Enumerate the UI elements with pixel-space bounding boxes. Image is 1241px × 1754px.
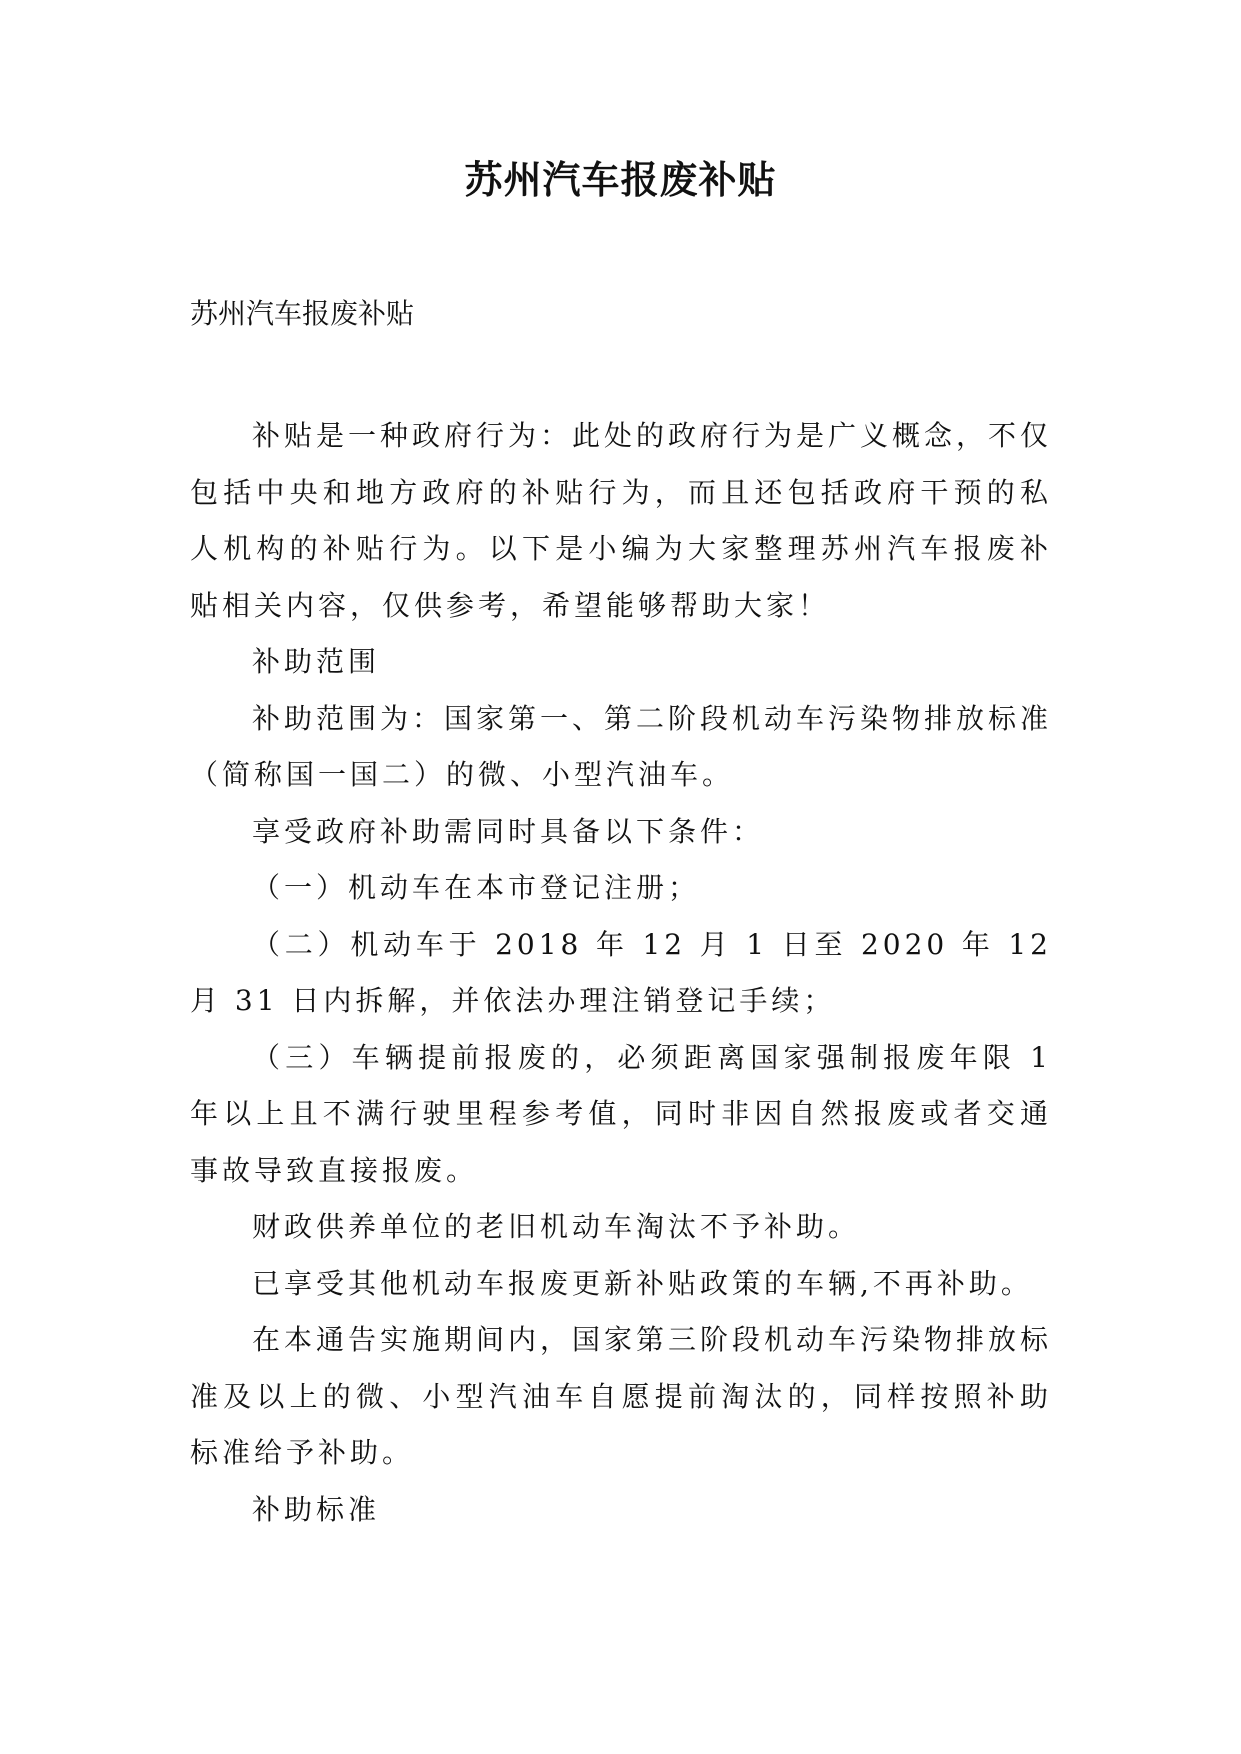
condition-item-1: （一）机动车在本市登记注册； [252,871,701,904]
paragraph-voluntary: 在本通告实施期间内，国家第三阶段机动车污染物排放标准及以上的微、小型汽油车自愿提前淘汰的，同样按照补助标准给予补助。 [190,1323,1053,1469]
paragraph-exclusion-1: 财政供养单位的老旧机动车淘汰不予补助。 [252,1210,861,1243]
paragraph-exclusion-2: 已享受其他机动车报废更新补贴政策的车辆,不再补助。 [252,1266,1033,1300]
section-heading-scope: 补助范围 [252,645,381,678]
section-heading-standard: 补助标准 [252,1492,381,1526]
paragraph-intro: 补贴是一种政府行为：此处的政府行为是广义概念，不仅包括中央和地方政府的补贴行为，而且还包括政府干预的私人机构的补贴行为。以下是小编为大家整理苏州汽车报废补贴相关内容，仅供参考，希望能够帮助大家！ [190,419,1053,622]
condition-item-3: （三）车辆提前报废的，必须距离国家强制报废年限 1 年以上且不满行驶里程参考值，同时非因自然报废或者交通事故导致直接报废。 [190,1040,1052,1187]
paragraph-conditions-intro: 享受政府补助需同时具备以下条件： [252,814,765,848]
document-title: 苏州汽车报废补贴 [464,158,777,202]
paragraph-scope: 补助范围为：国家第一、第二阶段机动车污染物排放标准（简称国一国二）的微、小型汽油车。 [190,701,1053,791]
document-body [190,408,1052,1538]
condition-item-2: （二）机动车于 2018 年 12 月 1 日至 2020 年 12 月 31 日内拆解，并依法办理注销登记手续； [190,927,1052,1017]
document-subtitle: 苏州汽车报废补贴 [190,297,415,330]
